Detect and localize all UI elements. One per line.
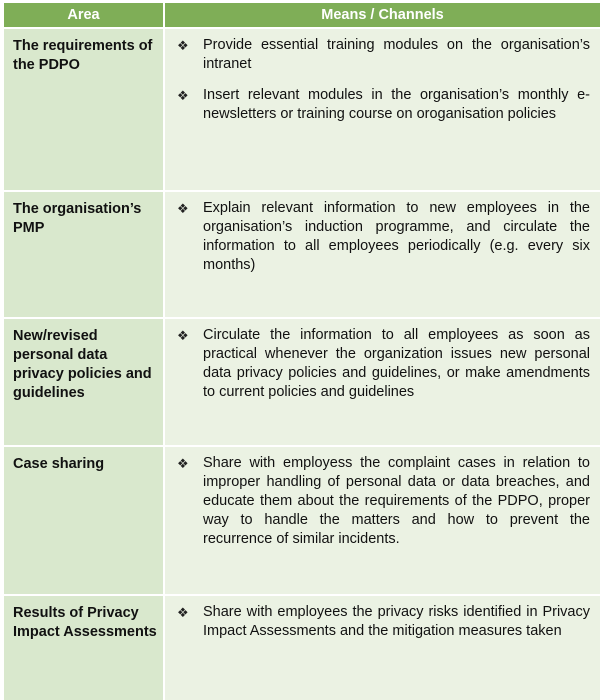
table-row	[4, 595, 600, 700]
area-cell: The requirements of the PDPO	[4, 28, 164, 191]
means-cell	[164, 318, 600, 446]
bullet-text: Provide essential training modules on the organisation’s intranet	[203, 37, 590, 72]
means-channels-table	[4, 3, 600, 700]
list-item	[177, 36, 590, 74]
means-cell	[164, 191, 600, 318]
table-row	[4, 318, 600, 446]
bullet-text: Insert relevant modules in the organisation’s monthly e-newsletters or training course on oroganisation policies	[203, 87, 590, 122]
area-cell: Results of Privacy Impact Assessments	[4, 595, 164, 700]
list-item	[177, 326, 590, 402]
table-row	[4, 28, 600, 191]
bullet-text: Circulate the information to all employees as soon as practical whenever the organization issues new personal data privacy policies and guidelines, or make amendments to current policies and guidelines	[203, 327, 590, 400]
list-item	[177, 454, 590, 549]
means-cell	[164, 595, 600, 700]
list-item	[177, 603, 590, 641]
four-diamond-bullet-icon: ❖	[177, 328, 189, 343]
four-diamond-bullet-icon: ❖	[177, 456, 189, 471]
means-cell	[164, 28, 600, 191]
bullet-text: Share with employess the complaint cases in relation to improper handling of personal data or data breaches, and educate them about the requirements of the PDPO, proper way to handle the matters and how to prevent the recurrence of similar incidents.	[203, 455, 590, 547]
list-item	[177, 199, 590, 275]
area-cell: Case sharing	[4, 446, 164, 595]
table-row	[4, 446, 600, 595]
four-diamond-bullet-icon: ❖	[177, 38, 189, 53]
four-diamond-bullet-icon: ❖	[177, 88, 189, 103]
bullet-text: Explain relevant information to new employees in the organisation’s induction programme, and circulate the information to all employees periodically (e.g. every six months)	[203, 200, 590, 273]
area-cell: New/revised personal data privacy policies and guidelines	[4, 318, 164, 446]
bullet-text: Share with employees the privacy risks identified in Privacy Impact Assessments and the mitigation measures taken	[203, 604, 590, 639]
four-diamond-bullet-icon: ❖	[177, 201, 189, 216]
list-item	[177, 86, 590, 124]
header-area: Area	[4, 3, 164, 28]
four-diamond-bullet-icon: ❖	[177, 605, 189, 620]
area-cell: The organisation’s PMP	[4, 191, 164, 318]
table-header-row	[4, 3, 600, 28]
means-cell	[164, 446, 600, 595]
table-row	[4, 191, 600, 318]
header-means-channels: Means / Channels	[164, 3, 600, 28]
